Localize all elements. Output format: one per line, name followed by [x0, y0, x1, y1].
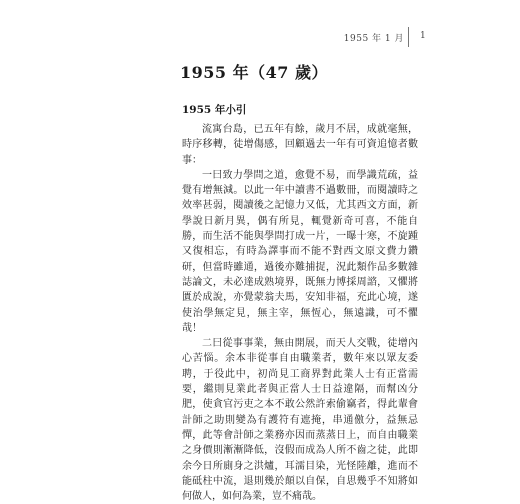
paragraph: 一曰致力學問之道，愈覺不易，而學識荒疏，益覺有增無減。以此一年中讀書不過數冊，而閱讀時之效率甚弱，閱讀後之記憶力又低，尤其西文方面，新學說日新月異，偶有所見，輒覺新奇可喜，不能自勝，而生活不能與學問打成一片，一曝十寒，不旋踵又復相忘，有時為譯事而不能不對西文原文費力鑽研，但當時雖通，過後亦難捕捉，況此類作品多數雜誌論文，未必達成熟境界，既無力博採周諮，又懼將匱於成說，亦覺蒙翁夫馬，安知非福，充此心境，遂使治學無定見，無主宰，無恆心，無遠識，可不懼哉！: [182, 169, 418, 334]
paragraph: 流寓台島，已五年有餘，歲月不居，成就毫無，時序移轉，徒增傷感，回顧過去一年有可資追憶者數事：: [182, 124, 418, 166]
page-number: 1: [420, 31, 426, 41]
header-divider: [408, 27, 409, 47]
paragraph: 二曰從事事業，無由開展，而天人交戰，徒增內心苦惱。余本非從事自由職業者，數年來以眾友委聘，于役此中，初尚見工商界對此業人士有正當需要，繼則見業此者與正當人士日益違隔，而幫凶分肥，使貪官污吏之本不敢公然許索偷竊者，得此輩會計師之助則變為有護符有遮掩，串通儌分，益無忌憚，此等會計師之業務亦因而蒸蒸日上，而自由職業之身價則漸漸降低，沒假而成為人所不齒之徒，此即余今日所廁身之洪爐，耳濡目染，光怪陸離，進而不能砥柱中流，退則幾於顛以自保，自思幾乎不知將如何做人，如何為業，豈不痛哉。: [182, 338, 418, 503]
body-text: [182, 122, 418, 504]
chapter-title: 1955 年（47 歲）: [180, 63, 328, 82]
section-title: 1955 年小引: [182, 104, 247, 116]
running-head: 1955 年 1 月: [343, 34, 404, 44]
